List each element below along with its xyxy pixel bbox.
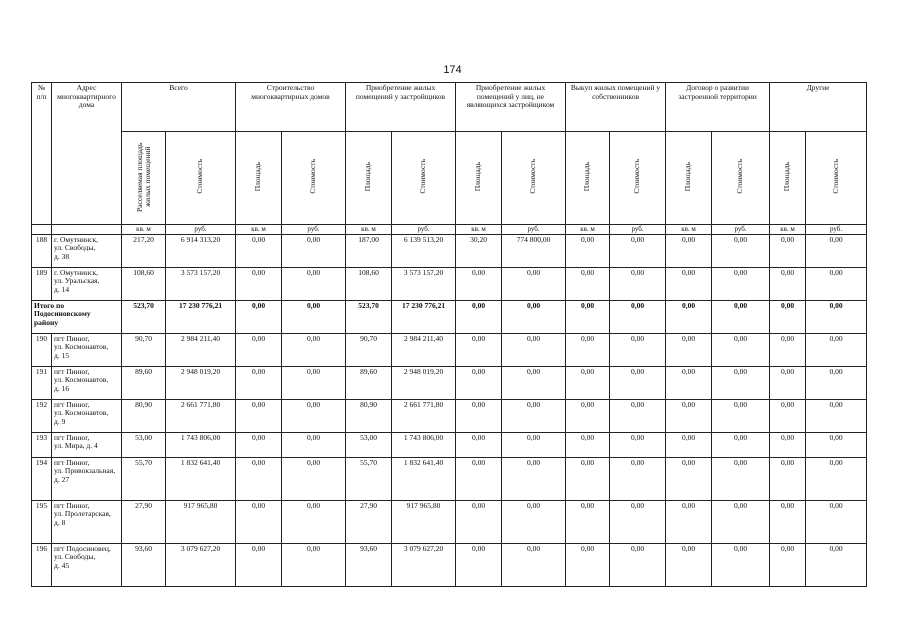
address-line: ул. Свободы, [54, 243, 96, 252]
address-line: пгт Пинюг, [54, 500, 90, 510]
cell-area: 0,00 [236, 300, 282, 333]
unit-rub: руб. [610, 225, 666, 235]
cell-area: 0,00 [666, 333, 712, 366]
unit-area: кв. м [122, 225, 166, 235]
cell-area: 0,00 [770, 267, 806, 300]
cell-cost: 17 230 776,21 [166, 300, 236, 333]
cell-area: 93,60 [122, 543, 166, 586]
row-address [52, 399, 122, 432]
table-row [32, 457, 867, 500]
row-number: 192 [32, 399, 52, 432]
row-number: 190 [32, 333, 52, 366]
cell-cost: 0,00 [502, 457, 566, 500]
cell-area: 0,00 [770, 234, 806, 267]
address-line: пгт Пинюг, [54, 333, 90, 343]
cell-cost: 0,00 [712, 234, 770, 267]
cell-area: 0,00 [236, 234, 282, 267]
cell-area: 0,00 [236, 267, 282, 300]
header-group-territory-development: Договор о развитии застроенной территории [666, 83, 770, 132]
address-line: ул. Мира, д. 4 [54, 441, 98, 450]
row-address [52, 333, 122, 366]
row-address [52, 457, 122, 500]
cell-area: 0,00 [770, 366, 806, 399]
address-line: д. 45 [54, 560, 70, 570]
cell-cost: 2 948 019,20 [166, 366, 236, 399]
table-row [32, 399, 867, 432]
cell-area: 0,00 [236, 432, 282, 457]
subheader-area: Площадь [346, 132, 392, 225]
address-line: д. 38 [54, 251, 70, 261]
cell-area: 53,00 [346, 432, 392, 457]
cell-area: 0,00 [456, 267, 502, 300]
cell-area: 0,00 [666, 300, 712, 333]
unit-rub: руб. [392, 225, 456, 235]
cell-cost: 0,00 [502, 432, 566, 457]
row-number: 191 [32, 366, 52, 399]
cell-cost: 3 079 627,20 [166, 543, 236, 586]
subheader-area: Площадь [770, 132, 806, 225]
row-address [52, 267, 122, 300]
cell-cost: 0,00 [712, 500, 770, 543]
address-line: д. 9 [54, 416, 66, 426]
cell-cost: 0,00 [712, 543, 770, 586]
address-line: д. 27 [54, 474, 70, 484]
cell-area: 0,00 [566, 234, 610, 267]
table-row [32, 234, 867, 267]
cell-cost: 0,00 [610, 300, 666, 333]
address-line: ул. Космонавтов, [54, 375, 109, 384]
subheader-cost: Стоимость [502, 132, 566, 225]
subheader-cost: Стоимость [166, 132, 236, 225]
row-address [52, 432, 122, 457]
row-number: 194 [32, 457, 52, 500]
cell-cost: 0,00 [610, 234, 666, 267]
cell-area: 0,00 [456, 457, 502, 500]
cell-cost: 0,00 [610, 333, 666, 366]
cell-cost: 0,00 [610, 543, 666, 586]
unit-rub: руб. [712, 225, 770, 235]
cell-cost: 0,00 [610, 500, 666, 543]
subheader-area: Площадь [236, 132, 282, 225]
address-line: пгт Пинюг, [54, 366, 90, 376]
cell-area: 30,20 [456, 234, 502, 267]
cell-area: 0,00 [456, 543, 502, 586]
resettlement-table [31, 82, 867, 587]
cell-cost: 0,00 [282, 500, 346, 543]
cell-area: 0,00 [770, 399, 806, 432]
cell-cost: 0,00 [806, 432, 867, 457]
cell-area: 0,00 [666, 399, 712, 432]
subheader-area: Площадь [456, 132, 502, 225]
cell-area: 89,60 [122, 366, 166, 399]
cell-cost: 6 914 313,20 [166, 234, 236, 267]
units-row [32, 225, 867, 235]
unit-rub: руб. [806, 225, 867, 235]
cell-cost: 0,00 [806, 300, 867, 333]
cell-area: 0,00 [236, 366, 282, 399]
cell-cost: 3 573 157,20 [392, 267, 456, 300]
address-line: г. Омутнинск, [54, 267, 99, 277]
total-row [32, 300, 867, 333]
address-line: г. Омутнинск, [54, 234, 99, 244]
row-address [52, 234, 122, 267]
cell-area: 0,00 [566, 432, 610, 457]
total-label [32, 300, 122, 333]
subheader-area: Площадь [566, 132, 610, 225]
address-line: д. 15 [54, 350, 70, 360]
cell-area: 0,00 [456, 399, 502, 432]
cell-area: 108,60 [122, 267, 166, 300]
cell-area: 187,00 [346, 234, 392, 267]
subheader-cost: Стоимость [392, 132, 456, 225]
unit-rub: руб. [166, 225, 236, 235]
cell-area: 0,00 [236, 333, 282, 366]
cell-cost: 0,00 [610, 399, 666, 432]
cell-area: 80,90 [122, 399, 166, 432]
cell-area: 0,00 [566, 366, 610, 399]
row-number: 196 [32, 543, 52, 586]
cell-area: 89,60 [346, 366, 392, 399]
cell-area: 0,00 [456, 432, 502, 457]
table-row [32, 366, 867, 399]
unit-rub: руб. [282, 225, 346, 235]
cell-area: 0,00 [566, 267, 610, 300]
cell-cost: 2 984 211,40 [166, 333, 236, 366]
cell-cost: 0,00 [806, 399, 867, 432]
cell-area: 93,60 [346, 543, 392, 586]
cell-area: 0,00 [566, 543, 610, 586]
table-body [32, 234, 867, 586]
row-number: 188 [32, 234, 52, 267]
cell-cost: 2 984 211,40 [392, 333, 456, 366]
cell-area: 0,00 [236, 500, 282, 543]
cell-cost: 0,00 [806, 267, 867, 300]
cell-area: 0,00 [666, 432, 712, 457]
cell-area: 523,70 [122, 300, 166, 333]
cell-cost: 0,00 [502, 333, 566, 366]
total-label-line: Подосиновскому [34, 309, 91, 318]
cell-cost: 3 573 157,20 [166, 267, 236, 300]
cell-area: 0,00 [456, 500, 502, 543]
cell-area: 0,00 [456, 366, 502, 399]
cell-area: 0,00 [456, 333, 502, 366]
cell-area: 0,00 [236, 399, 282, 432]
unit-area: кв. м [236, 225, 282, 235]
cell-cost: 1 832 641,40 [392, 457, 456, 500]
cell-cost: 0,00 [610, 267, 666, 300]
address-line: д. 8 [54, 517, 66, 527]
cell-area: 0,00 [666, 543, 712, 586]
address-line: ул. Космонавтов, [54, 342, 109, 351]
cell-area: 0,00 [566, 300, 610, 333]
cell-area: 0,00 [666, 267, 712, 300]
subheader-area: Площадь [666, 132, 712, 225]
cell-area: 90,70 [346, 333, 392, 366]
cell-cost: 1 743 806,00 [392, 432, 456, 457]
cell-area: 0,00 [566, 333, 610, 366]
cell-cost: 0,00 [282, 457, 346, 500]
unit-area: кв. м [566, 225, 610, 235]
table-row [32, 333, 867, 366]
cell-area: 108,60 [346, 267, 392, 300]
cell-area: 0,00 [770, 543, 806, 586]
cell-cost: 0,00 [502, 366, 566, 399]
cell-cost: 0,00 [282, 234, 346, 267]
cell-cost: 0,00 [712, 432, 770, 457]
cell-cost: 3 079 627,20 [392, 543, 456, 586]
header-no: № п/п [32, 83, 52, 225]
cell-area: 0,00 [666, 366, 712, 399]
table-row [32, 543, 867, 586]
address-line: ул. Свободы, [54, 552, 96, 561]
cell-area: 0,00 [770, 333, 806, 366]
row-number: 189 [32, 267, 52, 300]
cell-cost: 1 743 806,00 [166, 432, 236, 457]
header-group-purchase-non-developers: Приобретение жилых помещений у лиц, не являющихся застройщиком [456, 83, 566, 132]
cell-cost: 917 965,80 [392, 500, 456, 543]
cell-area: 0,00 [566, 457, 610, 500]
cell-cost: 0,00 [806, 366, 867, 399]
cell-area: 55,70 [122, 457, 166, 500]
subheader-resettled-area: Расселяемая площадь жилых помещений [122, 132, 166, 225]
address-line: ул. Уральская, [54, 276, 100, 285]
cell-cost: 0,00 [712, 399, 770, 432]
header-group-purchase-developers: Приобретение жилых помещений у застройщиков [346, 83, 456, 132]
cell-cost: 0,00 [806, 543, 867, 586]
row-address [52, 500, 122, 543]
cell-area: 0,00 [770, 432, 806, 457]
cell-area: 0,00 [566, 399, 610, 432]
table-row [32, 267, 867, 300]
table-row [32, 500, 867, 543]
cell-cost: 0,00 [282, 399, 346, 432]
cell-area: 27,90 [346, 500, 392, 543]
cell-cost: 0,00 [502, 543, 566, 586]
cell-cost: 0,00 [502, 500, 566, 543]
address-line: ул. Пролетарская, [54, 509, 111, 518]
subheader-cost: Стоимость [610, 132, 666, 225]
cell-area: 0,00 [770, 300, 806, 333]
cell-cost: 0,00 [282, 366, 346, 399]
cell-cost: 0,00 [282, 300, 346, 333]
table-row [32, 432, 867, 457]
cell-cost: 0,00 [610, 457, 666, 500]
cell-cost: 2 661 771,80 [166, 399, 236, 432]
cell-area: 55,70 [346, 457, 392, 500]
cell-cost: 917 965,80 [166, 500, 236, 543]
cell-area: 0,00 [456, 300, 502, 333]
header-group-construction: Строительство многоквартирных домов [236, 83, 346, 132]
cell-cost: 0,00 [282, 333, 346, 366]
cell-cost: 0,00 [610, 366, 666, 399]
address-line: пгт Подосиновец, [54, 543, 111, 553]
header-address: Адрес многоквартирного дома [52, 83, 122, 225]
cell-cost: 2 661 771,80 [392, 399, 456, 432]
cell-cost: 2 948 019,20 [392, 366, 456, 399]
address-line: пгт Пинюг, [54, 457, 90, 467]
cell-cost: 1 832 641,40 [166, 457, 236, 500]
unit-area: кв. м [666, 225, 712, 235]
cell-area: 0,00 [770, 457, 806, 500]
page-number: 174 [443, 64, 462, 76]
header-group-total: Всего [122, 83, 236, 132]
cell-area: 27,90 [122, 500, 166, 543]
header-group-other: Другие [770, 83, 867, 132]
cell-cost: 0,00 [502, 399, 566, 432]
cell-cost: 6 139 513,20 [392, 234, 456, 267]
cell-area: 80,90 [346, 399, 392, 432]
cell-cost: 0,00 [282, 543, 346, 586]
row-number: 195 [32, 500, 52, 543]
cell-cost: 0,00 [502, 267, 566, 300]
subheader-cost: Стоимость [282, 132, 346, 225]
cell-area: 0,00 [666, 457, 712, 500]
address-line: д. 14 [54, 284, 70, 294]
row-address [52, 366, 122, 399]
cell-cost: 0,00 [610, 432, 666, 457]
cell-area: 0,00 [666, 234, 712, 267]
total-label-line: району [34, 317, 59, 327]
cell-area: 53,00 [122, 432, 166, 457]
cell-cost: 0,00 [502, 300, 566, 333]
cell-area: 90,70 [122, 333, 166, 366]
table-header [32, 83, 867, 235]
address-line: ул. Привокзальная, [54, 466, 116, 475]
cell-area: 0,00 [236, 543, 282, 586]
cell-cost: 0,00 [712, 457, 770, 500]
cell-cost: 0,00 [806, 500, 867, 543]
unit-area: кв. м [770, 225, 806, 235]
cell-cost: 0,00 [712, 300, 770, 333]
cell-cost: 774 800,00 [502, 234, 566, 267]
total-label-line: Итого по [34, 300, 65, 310]
subheader-cost: Стоимость [806, 132, 867, 225]
header-group-buyout: Выкуп жилых помещений у собственников [566, 83, 666, 132]
address-line: ул. Космонавтов, [54, 408, 109, 417]
cell-cost: 0,00 [806, 333, 867, 366]
unit-rub: руб. [502, 225, 566, 235]
cell-area: 0,00 [666, 500, 712, 543]
cell-cost: 0,00 [806, 234, 867, 267]
subheader-cost: Стоимость [712, 132, 770, 225]
row-number: 193 [32, 432, 52, 457]
unit-area: кв. м [456, 225, 502, 235]
cell-cost: 0,00 [712, 267, 770, 300]
cell-cost: 0,00 [282, 267, 346, 300]
cell-cost: 0,00 [712, 333, 770, 366]
cell-cost: 17 230 776,21 [392, 300, 456, 333]
unit-area: кв. м [346, 225, 392, 235]
cell-cost: 0,00 [712, 366, 770, 399]
cell-area: 0,00 [236, 457, 282, 500]
cell-area: 0,00 [566, 500, 610, 543]
cell-cost: 0,00 [806, 457, 867, 500]
row-address [52, 543, 122, 586]
cell-area: 0,00 [770, 500, 806, 543]
address-line: д. 16 [54, 383, 70, 393]
address-line: пгт Пинюг, [54, 399, 90, 409]
address-line: пгт Пинюг, [54, 432, 90, 442]
cell-cost: 0,00 [282, 432, 346, 457]
cell-area: 217,20 [122, 234, 166, 267]
cell-area: 523,70 [346, 300, 392, 333]
